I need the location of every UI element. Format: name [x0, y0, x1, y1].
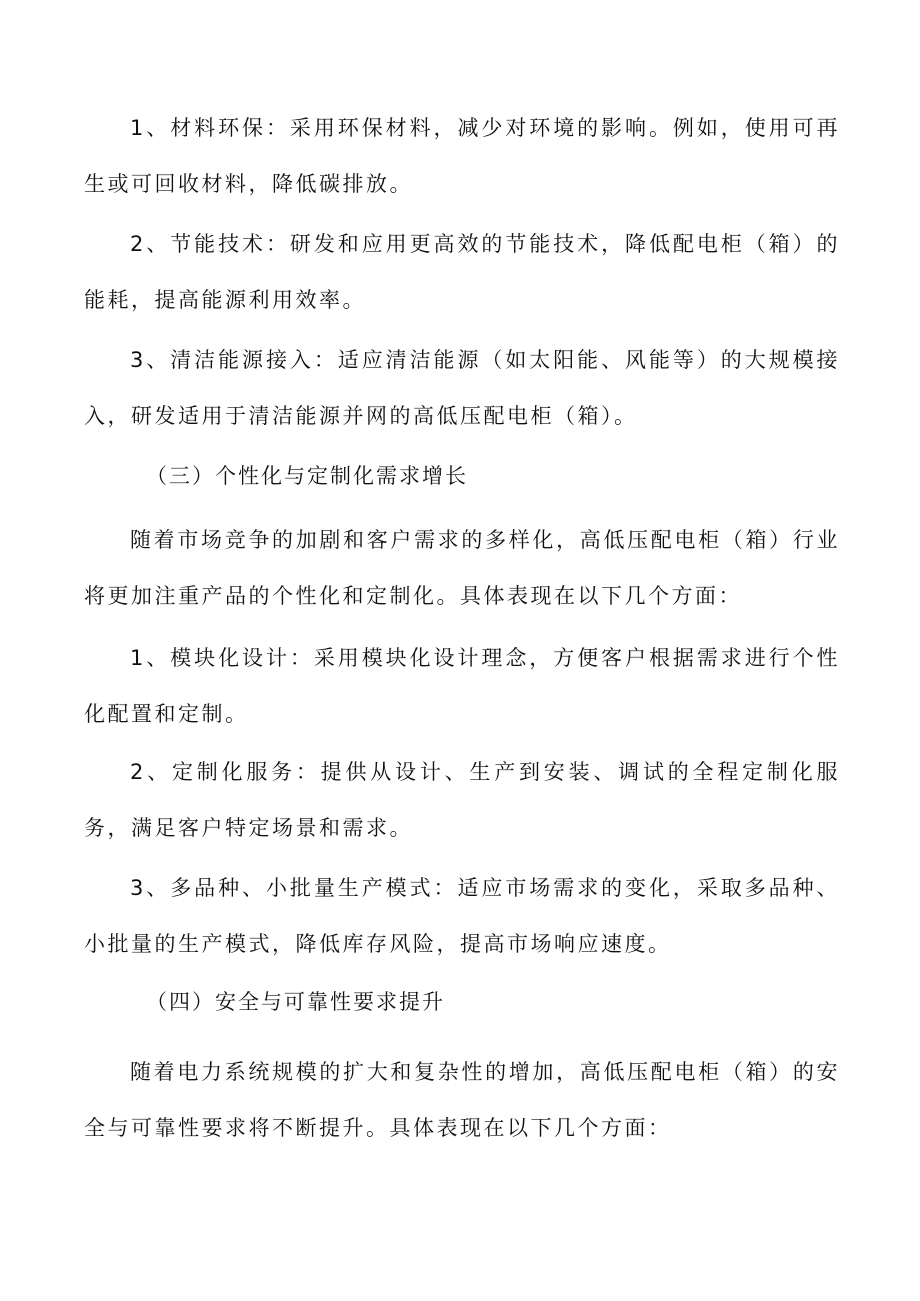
paragraph-energy-saving: 2、节能技术：研发和应用更高效的节能技术，降低配电柜（箱）的能耗，提高能源利用效率。 — [84, 232, 840, 312]
paragraph-custom-service: 2、定制化服务：提供从设计、生产到安装、调试的全程定制化服务，满足客户特定场景和需求。 — [84, 760, 840, 840]
paragraph-production-mode: 3、多品种、小批量生产模式：适应市场需求的变化，采取多品种、小批量的生产模式，降低库存风险，提高市场响应速度。 — [84, 876, 840, 956]
paragraph-material-eco: 1、材料环保：采用环保材料，减少对环境的影响。例如，使用可再生或可回收材料，降低碳排放。 — [84, 116, 840, 196]
paragraph-modular-design: 1、模块化设计：采用模块化设计理念，方便客户根据需求进行个性化配置和定制。 — [84, 646, 840, 726]
section-heading-safety: （四）安全与可靠性要求提升 — [146, 990, 445, 1014]
paragraph-customization-intro: 随着市场竞争的加剧和客户需求的多样化，高低压配电柜（箱）行业将更加注重产品的个性化和定制化。具体表现在以下几个方面： — [84, 528, 840, 608]
paragraph-safety-intro: 随着电力系统规模的扩大和复杂性的增加，高低压配电柜（箱）的安全与可靠性要求将不断提升。具体表现在以下几个方面： — [84, 1060, 840, 1140]
section-heading-customization: （三）个性化与定制化需求增长 — [146, 464, 468, 488]
paragraph-clean-energy: 3、清洁能源接入：适应清洁能源（如太阳能、风能等）的大规模接入，研发适用于清洁能源并网的高低压配电柜（箱）。 — [84, 348, 840, 428]
